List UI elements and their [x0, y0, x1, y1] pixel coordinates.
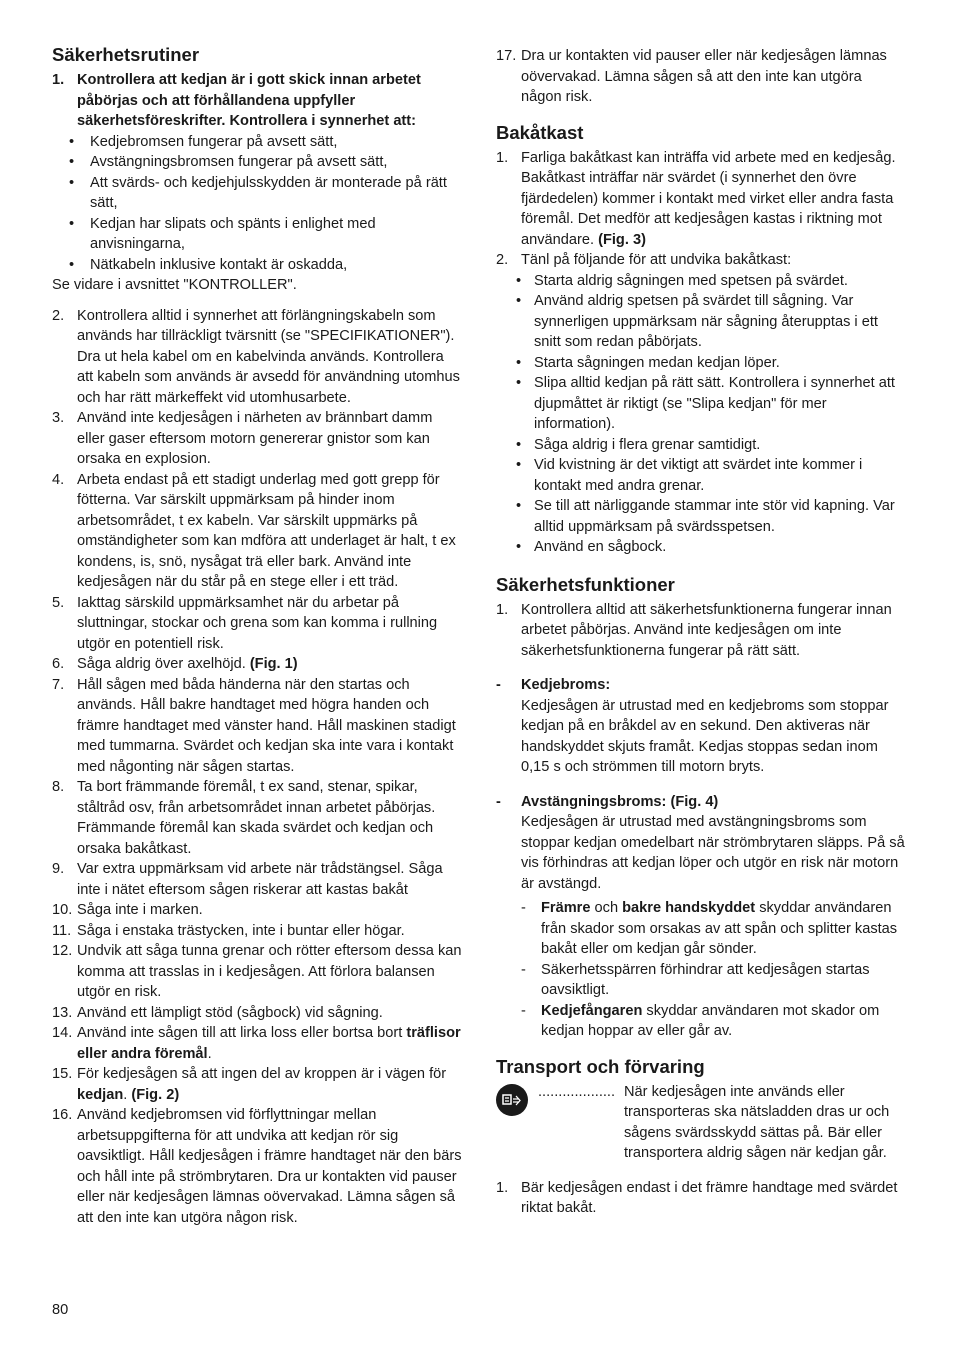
item-text-main: Undvik att såga tunna grenar och rötter eftersom dessa kan komma att trasslas in i kedjesågen. Att förlora balansen utgör en risk. [77, 943, 462, 1000]
sub-bold: Kedjefångaren [541, 1002, 643, 1019]
list-item [52, 70, 462, 132]
section-transport [496, 1056, 906, 1219]
sub-text: skyddar användaren från skador som orsakas av att spån och splitter kastas bakåt eller om kedjan går sönder. [541, 900, 898, 957]
item-text-main: Använd inte sågen till att lirka loss eller bortsa bort [77, 1025, 407, 1041]
bullet-item [496, 435, 906, 456]
sub-item-text [541, 960, 906, 1001]
item-number: 2. [496, 252, 509, 268]
item-text-main: Ta bort främmande föremål, t ex sand, stenar, spikar, ståltråd osv, från arbetsområdet innan arbetet påbörjas. Främmande föremål kan skada svärdet och kedjan och orsaka bakåtkast. [77, 779, 436, 857]
item-text: Tänl på följande för att undvika bakåtkast: [521, 252, 792, 268]
spacer [496, 661, 906, 675]
section-title-sakerhetsfunktioner: Säkerhetsfunktioner [496, 573, 675, 595]
item-text-main: Arbeta endast på ett stadigt underlag med gott grepp för fötterna. Var särskilt uppmärksam på hinder inom arbetsområdet, t ex kabeln. Var särskilt uppmärks på omständigheter som kan mdföra att underlaget är halt, t ex kondens, is, snö, nysågat trä eller bark. Använd inte kedjesågen när du står på en stege eller i ett träd. [77, 471, 456, 590]
item-text [77, 408, 462, 470]
item-text [77, 859, 462, 900]
item-text-main: Var extra uppmärksam vid arbete när trådstängsel. Såga inte i nätet eftersom sågen riskerar att kastas bakåt [77, 861, 443, 898]
item-number: 1. [52, 72, 65, 88]
item-text: Dra ur kontakten vid pauser eller när kedjesågen lämnas oövervakad. Lämna sågen så att den inte kan utgöra någon risk. [521, 48, 887, 105]
sub-bold: bakre handskyddet [622, 900, 756, 916]
item-body: Kedjesågen är utrustad med en kedjebroms som stoppar kedjan på en bråkdel av en sekund. Den aktiveras när handskyddet skjuts framåt. Kedjas stoppas sedan inom 0,15 s och strömmen till motorn bryts. [521, 697, 889, 775]
item-bold: kedjan [77, 1086, 124, 1103]
bullet-text: Att svärds- och kedjehjulsskydden är monterade på rätt sätt, [90, 174, 447, 211]
list-item [52, 470, 462, 593]
bullet-list [52, 132, 462, 276]
list-item [52, 777, 462, 859]
list-item [52, 921, 462, 942]
item-text [521, 792, 906, 895]
item-text [77, 1064, 462, 1105]
bullet-list [496, 271, 906, 558]
bullet-mark: • [516, 272, 522, 289]
item-text [77, 1003, 462, 1024]
dash: - [521, 1002, 526, 1019]
list-item [52, 1105, 462, 1228]
item-number: 1. [496, 601, 509, 618]
item-number: 17. [496, 48, 517, 64]
bullet-item [52, 173, 462, 214]
dash: - [521, 900, 526, 916]
bullet-text: Starta aldrig sågningen med spetsen på svärdet. [534, 272, 848, 289]
item-number: 7. [52, 676, 65, 693]
spacer [496, 1164, 906, 1178]
section-bakatkast [496, 122, 906, 558]
item-text-main: Iakttag särskild uppmärksamhet när du arbetar på sluttningar, stockar och grena som kan komma i rullning utgör en potentiell risk. [77, 594, 438, 652]
item-heading: Avstängningsbroms: (Fig. 4) [521, 793, 719, 810]
unplug-icon [496, 1084, 528, 1116]
item-text-main: Håll sågen med båda händerna när den startas och används. Håll bakre handtaget med högra handen och främre handtaget med vänster hand. Håll maskinen stadigt med tummarna. Svärdet och kedjan ska inte vara i kontakt med någonting när sågen startas. [77, 676, 456, 775]
bullet-mark: • [516, 539, 522, 555]
list-item [52, 859, 462, 900]
bullet-text: Kedjebromsen fungerar på avsett sätt, [90, 133, 338, 150]
bullet-mark: • [69, 256, 75, 273]
list-item [52, 1023, 462, 1064]
bullet-item [496, 537, 906, 558]
list-item [52, 941, 462, 1003]
bullet-item [496, 455, 906, 496]
icon-description: När kedjesågen inte används eller transporteras ska nätsladden dras ur och sågens svärdsskydd sättas på. Bär eller transportera aldrig sågen när kedjan går. [624, 1083, 890, 1161]
bullet-text: Nätkabeln inklusive kontakt är oskadda, [90, 256, 348, 273]
bullet-mark: • [516, 498, 522, 514]
item-text-main: Använd kedjebromsen vid förflyttningar mellan arbetsuppgifterna för att undvika att kedjan rör sig oavsiktligt. Håll kedjesågen i främre handtaget när den bärs och håll inte på strömbrytaren. Dra ur kontakten vid pauser eller när kedjesågen lämnas oövervakad. Lämna sågen så att den inte kan utgöra någon risk. [77, 1107, 462, 1226]
bullet-item [496, 291, 906, 353]
bullet-mark: • [69, 154, 75, 170]
item-number: 16. [52, 1107, 73, 1123]
bullet-mark: • [516, 457, 522, 473]
bullet-item [496, 353, 906, 374]
bullet-item [52, 214, 462, 255]
item-number: 6. [52, 656, 65, 672]
list-item [496, 792, 906, 895]
spacer [496, 778, 906, 792]
item-number: 1. [496, 1179, 509, 1196]
item-text [77, 1023, 462, 1064]
bullet-text: Avstängningsbromsen fungerar på avsett sätt, [90, 154, 388, 170]
see-also-text: Se vidare i avsnittet "KONTROLLER". [52, 277, 297, 293]
page-number: 80 [52, 1302, 69, 1318]
list-item [52, 900, 462, 921]
sub-item [496, 1001, 906, 1042]
dash: - [496, 677, 501, 693]
item-text [77, 941, 462, 1003]
item-text-main: Använd ett lämpligt stöd (sågbock) vid sågning. [77, 1004, 383, 1021]
item-text [77, 900, 462, 921]
item-text [77, 1105, 462, 1228]
bullet-text: Använd en sågbock. [534, 539, 667, 555]
list-item [496, 46, 906, 108]
item-number: 14. [52, 1025, 73, 1041]
sub-text: Säkerhetsspärren förhindrar att kedjesågen startas oavsiktligt. [541, 961, 870, 998]
bullet-mark: • [516, 375, 522, 391]
section-title-sakerhetsrutiner: Säkerhetsrutiner [52, 44, 200, 65]
item-text-main: Använd inte kedjesågen i närheten av brännbart damm eller gaser eftersom motorn genererar gnistor som kan orsaka en explosion. [77, 410, 433, 467]
bullet-item [52, 152, 462, 173]
sub-bold: Främre [541, 900, 591, 916]
list-item [52, 408, 462, 470]
bullet-text: Slipa alltid kedjan på rätt sätt. Kontrollera i synnerhet att djupmåttet är riktigt (se "Slipa kedjan" för mer information). [534, 375, 895, 432]
right-column [496, 46, 906, 1219]
fig-reference: (Fig. 3) [598, 231, 646, 248]
item-number: 8. [52, 779, 65, 795]
item-text [521, 148, 906, 251]
item-text-main: För kedjesågen så att ingen del av kroppen är i vägen för [77, 1066, 447, 1082]
bullet-item [52, 132, 462, 153]
item-text-main: Såga aldrig över axelhöjd. [77, 656, 250, 672]
item-tail: . [207, 1045, 212, 1062]
sub-item [496, 898, 906, 960]
bullet-text: Använd aldrig spetsen på svärdet till sågning. Var synnerligen uppmärksam när sågning återupptas i ett snitt som redan påbörjats. [534, 293, 878, 350]
item-text [77, 470, 462, 593]
list-item [52, 654, 462, 675]
list-item [52, 593, 462, 655]
bullet-text: Se till att närliggande stammar inte stör vid kapning. Var alltid uppmärksam på svärdsspetsen. [534, 498, 895, 535]
item-text: Kontrollera att kedjan är i gott skick innan arbetet påbörjas och att förhållandena uppfyller säkerhetsföreskrifter. Kontrollera i synnerhet att: [77, 72, 421, 129]
sub-text: skyddar användaren mot skador om kedjan hoppar av eller går av. [541, 1002, 880, 1039]
leader-dots: ................... [538, 1083, 616, 1100]
item-tail: . [123, 1086, 132, 1103]
list-item [496, 148, 906, 251]
list-item [52, 306, 462, 409]
bullet-mark: • [516, 436, 522, 453]
fig-reference: (Fig. 2) [131, 1086, 180, 1103]
sub-text: och [590, 900, 623, 916]
sub-item-text [541, 1001, 906, 1042]
item-text [521, 675, 906, 778]
section-sakerhetsfunktioner [496, 574, 906, 1042]
item-heading: Kedjebroms: [521, 677, 611, 693]
bullet-item [496, 496, 906, 537]
item-text: Kontrollera alltid att säkerhetsfunktionerna fungerar innan arbetet påbörjas. Använd inte kedjesågen om inte säkerhetsfunktionerna fungerar på rätt sätt. [521, 601, 892, 659]
dash: - [521, 961, 526, 978]
item-number: 10. [52, 902, 73, 918]
item-number: 3. [52, 410, 65, 426]
bullet-mark: • [69, 215, 75, 232]
list-item [52, 1064, 462, 1105]
bullet-mark: • [516, 354, 522, 371]
item-text-main: Kontrollera alltid i synnerhet att förlängningskabeln som används har tillräckligt tvärsnitt (se "SPECIFIKATIONER"). Dra ut hela kabel om en kabelvinda används. Kontrollera att kabeln som används är avsedd för användning utomhus och har rätt märkeffekt vid utomhusarbete. [77, 307, 460, 406]
bullet-item [496, 373, 906, 435]
spacer [52, 296, 462, 306]
item-text [77, 654, 462, 675]
item-number: 9. [52, 861, 65, 877]
left-column [52, 44, 462, 1228]
item-number: 4. [52, 471, 65, 488]
item-text [77, 675, 462, 778]
item-number: 13. [52, 1004, 73, 1021]
bullet-item [496, 271, 906, 292]
list-item [52, 675, 462, 778]
bullet-mark: • [69, 133, 75, 150]
item-text: Bär kedjesågen endast i det främre handtage med svärdet riktat bakåt. [521, 1179, 898, 1216]
item-body: Kedjesågen är utrustad med avstängningsbroms som stoppar kedjan omedelbart när strömbrytaren släpps. På så vis förhindras att kedjan löper och utgör en risk när motorn är avstängd. [521, 814, 905, 892]
bullet-text: Starta sågningen medan kedjan löper. [534, 354, 780, 371]
section-title-transport: Transport och förvaring [496, 1055, 705, 1077]
item-number: 11. [52, 922, 72, 939]
item-number: 12. [52, 943, 73, 959]
icon-row [496, 1082, 906, 1164]
sub-list [496, 898, 906, 1042]
item-bold: träflisor eller andra föremål [77, 1025, 461, 1062]
sub-item-text [541, 898, 906, 960]
item-text-main: Farliga bakåtkast kan inträffa vid arbete med en kedjesåg. Bakåtkast inträffar när svärdet (i synnerhet den övre fjärdedelen) kommer i kontakt med virket eller andra fasta föremål. Det medför att kedjesågen kastas i riktning mot användare. [521, 149, 896, 248]
item-number: 2. [52, 307, 65, 324]
item-text [77, 593, 462, 655]
bullet-text: Såga aldrig i flera grenar samtidigt. [534, 436, 761, 453]
list-item [496, 250, 906, 271]
list-item [496, 1178, 906, 1219]
item-number: 5. [52, 594, 65, 611]
bullet-mark: • [516, 293, 522, 309]
bullet-text: Vid kvistning är det viktigt att svärdet inte kommer i kontakt med andra grenar. [534, 457, 863, 494]
item-number: 15. [52, 1066, 73, 1082]
item-number: 1. [496, 149, 509, 166]
section-title-bakatkast: Bakåtkast [496, 121, 584, 143]
item-text [77, 777, 462, 859]
list-item [496, 600, 906, 662]
bullet-mark: • [69, 174, 75, 191]
item-text-main: Såga i enstaka trästycken, inte i buntar eller högar. [77, 922, 405, 939]
bullet-item [52, 255, 462, 276]
dash: - [496, 793, 501, 810]
list-item [496, 675, 906, 778]
item-text [77, 306, 462, 409]
list-item [52, 1003, 462, 1024]
numbered-list [52, 306, 462, 1229]
bullet-text: Kedjan har slipats och spänts i enlighet med anvisningarna, [90, 215, 376, 252]
item-text-main: Såga inte i marken. [77, 902, 203, 918]
item-text [77, 921, 462, 942]
sub-item [496, 960, 906, 1001]
item-bold: (Fig. 1) [249, 656, 298, 672]
